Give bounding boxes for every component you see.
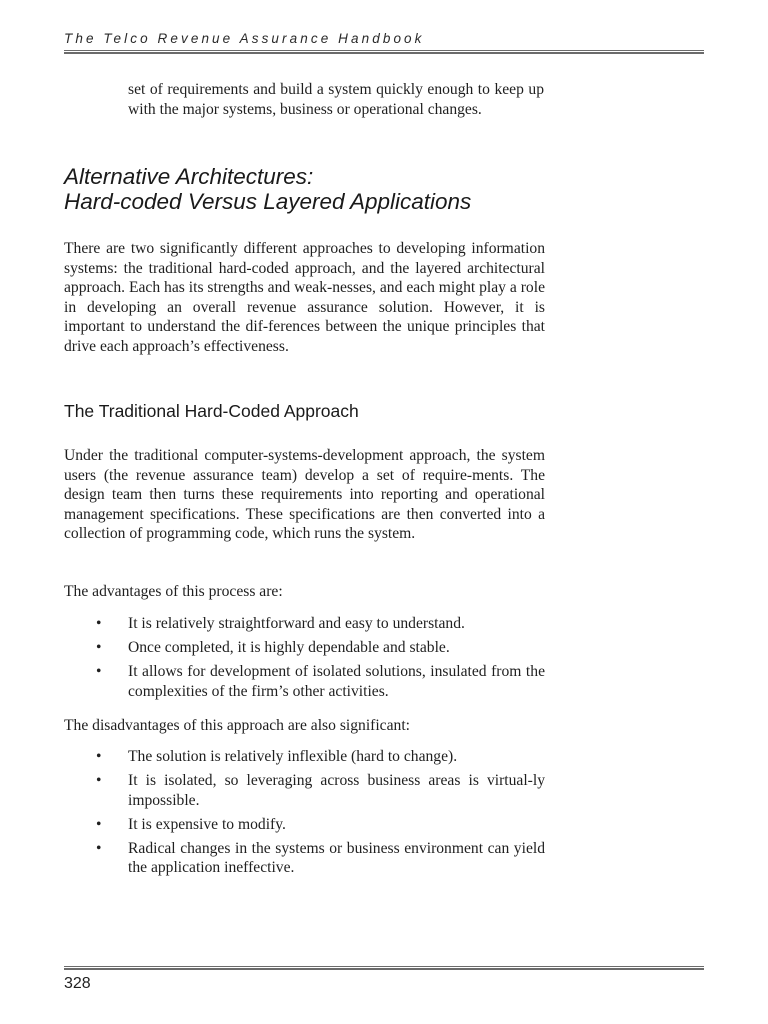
list-item-text: It is isolated, so leveraging across business areas is virtual-ly impossible. <box>128 772 545 809</box>
list-item <box>64 839 545 878</box>
bullet-icon: • <box>96 639 102 656</box>
bullet-icon: • <box>96 772 102 789</box>
advantages-intro: The advantages of this process are: <box>64 583 283 600</box>
list-item-text: Radical changes in the systems or business environment can yield the application ineffective. <box>128 839 545 876</box>
list-item <box>64 771 545 810</box>
bullet-icon: • <box>96 615 102 632</box>
section-title <box>64 164 471 214</box>
section-title-line-1: Alternative Architectures: <box>64 164 314 189</box>
list-item <box>64 747 545 767</box>
list-item <box>64 614 545 634</box>
page-number: 328 <box>64 975 91 992</box>
bullet-icon: • <box>96 663 102 680</box>
intro-paragraph: There are two significantly different approaches to developing information systems: the traditional hard-coded approach, and the layered architectural approach. Each has its strengths and weak-nesses, and each might play a role in developing an overall revenue assurance solution. However, it is important to understand the dif-ferences between the unique principles that drive each approach’s effectiveness. <box>64 240 545 355</box>
body-paragraph: Under the traditional computer-systems-development approach, the system users (the revenue assurance team) develop a set of require-ments. The design team then turns these requirements into reporting and operational management specifications. These specifications are then converted into a collection of programming code, which runs the system. <box>64 447 545 542</box>
list-item-text: It is expensive to modify. <box>128 815 286 833</box>
section-title-line-2: Hard-coded Versus Layered Applications <box>64 189 472 214</box>
advantages-list <box>64 614 545 706</box>
bullet-icon: • <box>96 839 102 857</box>
disadvantages-intro: The disadvantages of this approach are also significant: <box>64 717 410 734</box>
list-item <box>64 638 545 658</box>
list-item <box>64 815 545 835</box>
list-item-text: It is relatively straightforward and easy to understand. <box>128 615 465 632</box>
bullet-icon: • <box>96 748 102 765</box>
list-item-text: Once completed, it is highly dependable and stable. <box>128 639 450 656</box>
footer-rule <box>64 966 704 970</box>
list-item <box>64 662 545 701</box>
disadvantages-list <box>64 747 545 882</box>
bullet-icon: • <box>96 815 102 833</box>
list-item-text: It allows for development of isolated solutions, insulated from the complexities of the firm’s other activities. <box>128 663 545 700</box>
list-item-text: The solution is relatively inflexible (hard to change). <box>128 748 458 765</box>
subsection-title: The Traditional Hard-Coded Approach <box>64 401 359 421</box>
continued-paragraph: set of requirements and build a system quickly enough to keep up with the major systems, business or operational changes. <box>128 81 544 118</box>
running-head: The Telco Revenue Assurance Handbook <box>64 31 425 46</box>
header-rule <box>64 50 704 54</box>
